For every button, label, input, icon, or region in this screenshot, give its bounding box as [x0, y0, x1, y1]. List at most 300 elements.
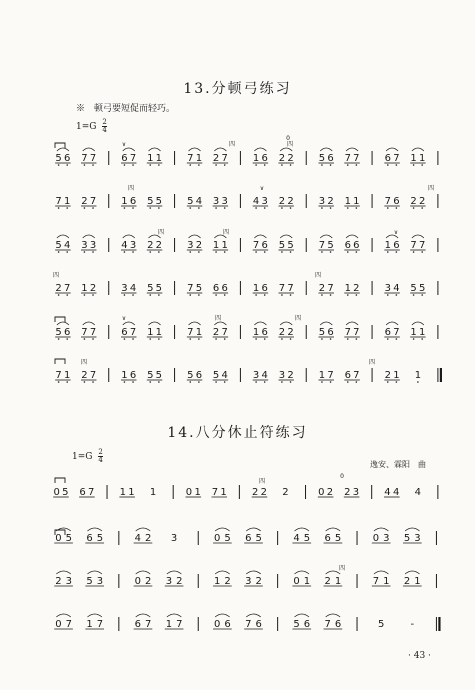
note: 7: [187, 283, 194, 294]
note: 1: [383, 576, 390, 587]
note: 6: [327, 153, 334, 164]
note: 6: [334, 619, 342, 630]
staccato-dot: [189, 381, 191, 383]
note: 1: [414, 576, 421, 587]
note: 0: [213, 533, 221, 544]
note: 7: [55, 196, 62, 207]
staccato-dot: [387, 251, 389, 253]
slur: [295, 528, 310, 531]
note: 3: [187, 240, 194, 251]
note: 2: [55, 576, 62, 587]
staccato-dot: [215, 294, 217, 296]
note: 2: [212, 327, 220, 338]
note: 0: [293, 576, 300, 587]
note: 1: [165, 619, 173, 630]
staccato-dot: [387, 207, 389, 209]
slur: [136, 571, 151, 574]
note: 3: [221, 196, 228, 207]
staccato-dot: [198, 251, 200, 253]
staccato-dot: [255, 164, 257, 166]
staccato-dot: [356, 164, 358, 166]
slur: [215, 614, 230, 617]
note: 3: [165, 576, 173, 587]
note: 7: [393, 327, 400, 338]
note: 6: [212, 283, 220, 294]
note: 5: [419, 283, 426, 294]
note: 7: [372, 576, 380, 587]
note: 2: [278, 327, 286, 338]
staccato-dot: [189, 338, 191, 340]
note: 2: [353, 283, 360, 294]
note: 5: [55, 327, 62, 338]
staccato-dot: [356, 207, 358, 209]
staccato-dot: [149, 338, 151, 340]
staccato-dot: [58, 251, 60, 253]
note: 1: [220, 487, 227, 498]
note: 2: [144, 533, 152, 544]
note: 3: [129, 240, 137, 251]
note: 4: [392, 487, 400, 498]
note: 2: [224, 576, 231, 587]
ts-numerator: 2: [98, 448, 103, 456]
note: 2: [344, 487, 351, 498]
note: 2: [278, 153, 286, 164]
slur: [320, 322, 332, 325]
staccato-dot: [58, 294, 60, 296]
section-13-title: 13.分顿弓练习: [183, 81, 292, 97]
slur: [56, 614, 71, 617]
staccato-dot: [158, 381, 160, 383]
staccato-dot: [189, 207, 191, 209]
note: 3: [65, 576, 72, 587]
note: 4: [221, 370, 228, 381]
section-13-note: ※ 顿弓要短促而轻巧。: [76, 104, 176, 114]
note: 1: [303, 576, 311, 587]
bowing-mark: 四: [228, 141, 236, 148]
note: 7: [65, 619, 72, 630]
slur: [254, 322, 266, 325]
note: 4: [134, 533, 141, 544]
slur: [412, 322, 424, 325]
staccato-dot: [290, 294, 292, 296]
note: 1: [384, 240, 391, 251]
bowing-mark: 四: [368, 359, 376, 366]
note: 6: [79, 487, 86, 498]
bowing-mark: 0: [286, 135, 290, 142]
staccato-dot: [421, 251, 423, 253]
staccato-dot: [124, 207, 126, 209]
down-bow-mark: [55, 478, 65, 483]
staccato-dot: [66, 338, 68, 340]
staccato-dot: [321, 338, 323, 340]
staccato-dot: [281, 207, 283, 209]
note: 3: [414, 533, 421, 544]
note: 3: [318, 196, 326, 207]
staccato-dot: [413, 251, 415, 253]
staccato-dot: [264, 338, 266, 340]
bowing-mark: 四: [294, 315, 302, 322]
note: 5: [155, 370, 163, 381]
note: 5: [96, 533, 104, 544]
note: 6: [86, 533, 93, 544]
staccato-dot: [330, 207, 332, 209]
down-bow-mark: [55, 317, 65, 322]
note: 5: [410, 283, 417, 294]
staccato-dot: [413, 207, 415, 209]
note: 6: [195, 370, 203, 381]
note: 1: [147, 153, 154, 164]
note: 4: [195, 196, 203, 207]
staccato-dot: [290, 207, 292, 209]
staccato-dot: [281, 251, 283, 253]
slur: [254, 148, 266, 151]
staccato-dot: [290, 251, 292, 253]
slur: [57, 235, 69, 238]
staccato-dot: [189, 294, 191, 296]
slur: [374, 571, 389, 574]
slur: [346, 235, 358, 238]
note: 6: [393, 196, 400, 207]
page-number: · 43 ·: [408, 651, 431, 661]
ts-denominator: 4: [98, 456, 103, 464]
staccato-dot: [58, 381, 60, 383]
staccato-dot: [264, 381, 266, 383]
note: 6: [384, 153, 391, 164]
note: 7: [221, 153, 228, 164]
note: 6: [64, 327, 71, 338]
note: 2: [195, 240, 203, 251]
note: 5: [403, 533, 411, 544]
note: 6: [121, 327, 128, 338]
bowing-mark: 四: [338, 565, 346, 572]
slur: [246, 571, 261, 574]
note: 5: [278, 240, 286, 251]
slur: [56, 571, 71, 574]
staccato-dot: [356, 338, 358, 340]
note: 5: [377, 619, 385, 630]
note: 7: [187, 327, 194, 338]
note: 1: [195, 327, 203, 338]
note: 7: [55, 370, 62, 381]
staccato-dot: [215, 251, 217, 253]
note: 1: [252, 283, 260, 294]
note: 2: [318, 283, 326, 294]
note: 4: [121, 240, 128, 251]
staccato-dot: [198, 294, 200, 296]
ts-denominator: 4: [102, 126, 107, 134]
bowing-mark: 四: [222, 229, 230, 236]
note: 6: [393, 240, 400, 251]
note: 0: [55, 619, 62, 630]
note: 6: [245, 533, 252, 544]
slur: [346, 148, 358, 151]
staccato-dot: [149, 381, 151, 383]
staccato-dot: [92, 294, 94, 296]
note: 7: [324, 619, 331, 630]
note: 3: [384, 283, 391, 294]
staccato-dot: [264, 251, 266, 253]
note: 2: [55, 283, 62, 294]
bowing-mark: ∨: [121, 315, 127, 322]
staccato-dot: [224, 338, 226, 340]
note: 5: [293, 619, 300, 630]
note: 2: [287, 370, 294, 381]
slur: [326, 528, 341, 531]
staccato-dot: [149, 164, 151, 166]
note: 3: [261, 196, 268, 207]
note: 6: [384, 327, 391, 338]
note: 7: [89, 370, 97, 381]
note: 1: [419, 153, 426, 164]
slur: [136, 528, 151, 531]
note: 1: [318, 370, 326, 381]
note: 4: [252, 196, 260, 207]
note: 3: [352, 487, 360, 498]
note: 7: [344, 327, 351, 338]
slur: [386, 322, 398, 325]
note: 7: [318, 240, 326, 251]
staccato-dot: [92, 381, 94, 383]
staccato-dot: [224, 251, 226, 253]
staccato-dot: [356, 294, 358, 296]
staccato-dot: [84, 164, 86, 166]
note: 7: [81, 153, 88, 164]
note: 1: [393, 370, 400, 381]
down-bow-mark: [55, 143, 65, 148]
staccato-dot: [255, 338, 257, 340]
note: 2: [384, 370, 391, 381]
note: 5: [147, 196, 154, 207]
staccato-dot: [281, 294, 283, 296]
slur: [280, 322, 292, 325]
staccato-dot: [387, 381, 389, 383]
bowing-mark: 四: [214, 315, 222, 322]
note: 5: [187, 370, 194, 381]
staccato-dot: [66, 294, 68, 296]
note: 4: [261, 370, 268, 381]
down-bow-mark: [55, 359, 65, 364]
staccato-dot: [347, 381, 349, 383]
slur: [320, 148, 332, 151]
note: 6: [327, 327, 334, 338]
note: 1: [410, 327, 417, 338]
bowing-mark: ∨: [121, 141, 127, 148]
staccato-dot: [421, 338, 423, 340]
note: 3: [245, 576, 252, 587]
note: 7: [176, 619, 183, 630]
staccato-dot: [58, 207, 60, 209]
note: 2: [327, 196, 334, 207]
note: 7: [88, 487, 95, 498]
staccato-dot: [396, 207, 398, 209]
staccato-dot: [158, 251, 160, 253]
staccato-dot: [84, 207, 86, 209]
staccato-dot: [189, 251, 191, 253]
note: 2: [260, 487, 267, 498]
note: 5: [318, 327, 326, 338]
slur: [56, 528, 71, 531]
note: 1: [212, 240, 220, 251]
note: 6: [344, 370, 351, 381]
note: 5: [55, 153, 62, 164]
staccato-dot: [387, 164, 389, 166]
note: 1: [414, 370, 422, 381]
slur: [405, 528, 420, 531]
note: 5: [334, 533, 342, 544]
slur: [214, 322, 226, 325]
slur: [57, 322, 69, 325]
staccato-dot: [321, 294, 323, 296]
note: 4: [64, 240, 71, 251]
staccato-dot: [421, 294, 423, 296]
note: 5: [224, 533, 231, 544]
note: 4: [129, 283, 137, 294]
staccato-dot: [84, 294, 86, 296]
note: 7: [327, 370, 334, 381]
note: 3: [81, 240, 88, 251]
staccato-dot: [224, 294, 226, 296]
staccato-dot: [281, 338, 283, 340]
note: 6: [344, 240, 351, 251]
staccato-dot: [387, 338, 389, 340]
staccato-dot: [421, 207, 423, 209]
staccato-dot: [132, 164, 134, 166]
staccato-dot: [124, 251, 126, 253]
note: 4: [293, 533, 300, 544]
note: 5: [62, 487, 69, 498]
staccato-dot: [149, 207, 151, 209]
note: 3: [89, 240, 97, 251]
note: 3: [383, 533, 390, 544]
note: 7: [144, 619, 152, 630]
slur: [123, 235, 135, 238]
staccato-dot: [321, 381, 323, 383]
slur: [189, 148, 201, 151]
slur: [83, 235, 95, 238]
slur: [83, 148, 95, 151]
note: 7: [89, 327, 97, 338]
slur: [83, 322, 95, 325]
staccato-dot: [124, 338, 126, 340]
slur: [326, 614, 341, 617]
bowing-mark: 四: [427, 185, 435, 192]
slur: [280, 148, 292, 151]
note: 5: [65, 533, 72, 544]
note: 1: [128, 487, 135, 498]
note: 7: [129, 153, 137, 164]
note: 2: [419, 196, 426, 207]
staccato-dot: [321, 164, 323, 166]
slur: [214, 148, 226, 151]
note: 7: [81, 327, 88, 338]
note: 6: [129, 196, 137, 207]
note: 1: [252, 153, 260, 164]
staccato-dot: [149, 294, 151, 296]
slur: [412, 148, 424, 151]
staccato-dot: [321, 251, 323, 253]
slur: [295, 614, 310, 617]
note: 1: [344, 283, 351, 294]
note: 7: [353, 370, 360, 381]
note: 1: [64, 370, 71, 381]
staccato-dot: [413, 338, 415, 340]
slur: [149, 148, 161, 151]
staccato-dot: [347, 164, 349, 166]
note: 1: [410, 153, 417, 164]
note: 2: [81, 370, 88, 381]
slur: [136, 614, 151, 617]
note: 1: [149, 487, 157, 498]
bowing-mark: ∨: [393, 229, 399, 236]
bowing-mark: 四: [157, 229, 165, 236]
staccato-dot: [330, 294, 332, 296]
note: 2: [89, 283, 97, 294]
staccato-dot: [264, 294, 266, 296]
note: 2: [155, 240, 163, 251]
note: 6: [224, 619, 231, 630]
staccato-dot: [290, 338, 292, 340]
note: 1: [81, 283, 88, 294]
staccato-dot: [413, 164, 415, 166]
slur: [346, 322, 358, 325]
slur: [412, 235, 424, 238]
note: 2: [324, 576, 331, 587]
note: 6: [121, 153, 128, 164]
staccato-dot: [421, 164, 423, 166]
note: 3: [212, 196, 220, 207]
slur: [326, 571, 341, 574]
note: 2: [278, 196, 286, 207]
staccato-dot: [84, 251, 86, 253]
note: 1: [252, 327, 260, 338]
slur: [87, 528, 102, 531]
staccato-dot: [84, 381, 86, 383]
staccato-dot: [198, 207, 200, 209]
staccato-dot: [92, 207, 94, 209]
note: 2: [251, 487, 259, 498]
note: 6: [353, 240, 360, 251]
staccato-dot: [66, 381, 68, 383]
bowing-mark: 四: [80, 359, 88, 366]
slur: [215, 528, 230, 531]
note: 7: [89, 196, 97, 207]
note: 2: [255, 576, 262, 587]
note: 7: [211, 487, 219, 498]
note: 5: [147, 283, 154, 294]
note: 2: [287, 196, 294, 207]
slur: [215, 571, 230, 574]
note: 2: [176, 576, 183, 587]
note: 7: [419, 240, 426, 251]
bowing-mark: 四: [258, 478, 266, 485]
note: 6: [303, 619, 311, 630]
staccato-dot: [92, 251, 94, 253]
slur: [167, 571, 182, 574]
note: 2: [410, 196, 417, 207]
slur: [123, 322, 135, 325]
note: 1: [353, 196, 360, 207]
staccato-dot: [224, 207, 226, 209]
staccato-dot: [330, 164, 332, 166]
slur: [57, 148, 69, 151]
note: 6: [261, 240, 268, 251]
note: 7: [327, 283, 334, 294]
staccato-dot: [417, 381, 419, 383]
note: 6: [261, 283, 268, 294]
note: 3: [278, 370, 286, 381]
note: 0: [213, 619, 221, 630]
note: 7: [287, 283, 294, 294]
